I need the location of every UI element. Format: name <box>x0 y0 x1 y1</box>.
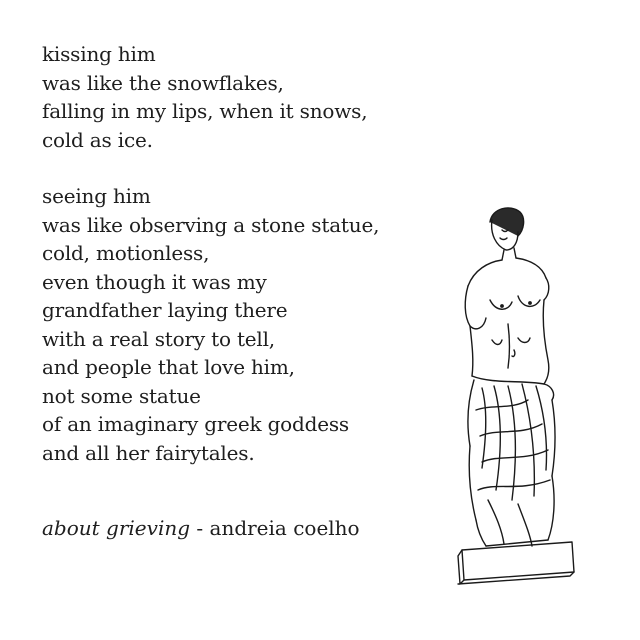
poem-line: grandfather laying there <box>42 298 288 322</box>
poem-stanza-2 <box>42 182 379 467</box>
poem-line: falling in my lips, when it snows, <box>42 99 368 123</box>
poem-line: of an imaginary greek goddess <box>42 412 349 436</box>
poem-text <box>42 40 379 495</box>
poem-line: kissing him <box>42 42 156 66</box>
poem-stanza-1 <box>42 40 379 154</box>
attribution-separator: - <box>190 516 210 540</box>
poem-line: was like observing a stone statue, <box>42 212 380 237</box>
poem-line: was like the snowflakes, <box>42 70 284 95</box>
poem-line: not some statue <box>42 383 201 408</box>
poem-line: and people that love him, <box>42 355 295 379</box>
poem-line: even though it was my <box>42 269 267 294</box>
poem-author: andreia coelho <box>209 516 360 540</box>
poem-line: seeing him <box>42 184 151 208</box>
poem-line: cold as ice. <box>42 127 153 152</box>
poem-attribution <box>42 516 360 540</box>
poem-line: with a real story to tell, <box>42 326 275 351</box>
poem-title: about grieving <box>42 516 191 540</box>
poem-line: and all her fairytales. <box>42 440 255 465</box>
venus-de-milo-statue-icon <box>452 200 582 600</box>
poem-line: cold, motionless, <box>42 241 210 265</box>
